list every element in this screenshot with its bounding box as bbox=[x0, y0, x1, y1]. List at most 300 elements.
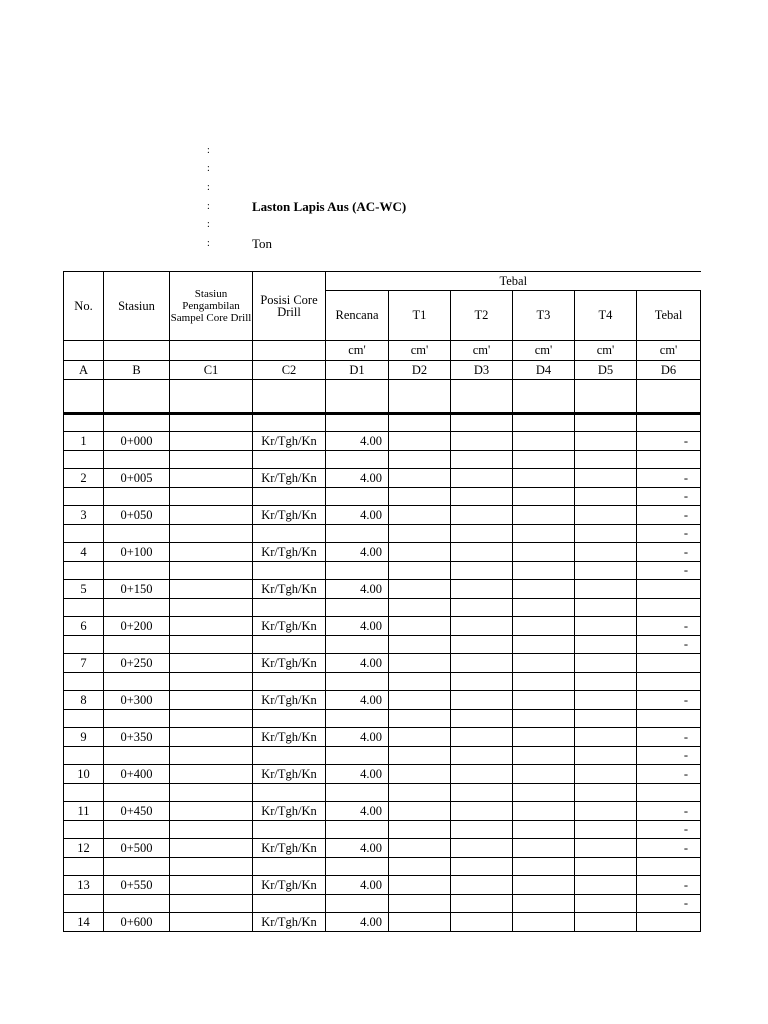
blank-cell bbox=[513, 784, 575, 802]
blank-cell bbox=[513, 747, 575, 765]
cell-tebal bbox=[637, 580, 701, 599]
cell-t2 bbox=[451, 580, 513, 599]
header-t1: T1 bbox=[389, 291, 451, 341]
blank-cell bbox=[451, 414, 513, 432]
code-cell: D2 bbox=[389, 361, 451, 380]
table-subrow bbox=[64, 821, 701, 839]
cell-stasiun: 0+005 bbox=[104, 469, 170, 488]
header-tebal: Tebal bbox=[637, 291, 701, 341]
table-row bbox=[64, 728, 701, 747]
cell-t1 bbox=[389, 839, 451, 858]
blank-cell bbox=[575, 451, 637, 469]
blank-cell bbox=[326, 784, 389, 802]
blank-cell bbox=[253, 380, 326, 414]
cell-t3 bbox=[513, 802, 575, 821]
table-row bbox=[64, 543, 701, 562]
cell-stasiun: 0+300 bbox=[104, 691, 170, 710]
cell-rencana: 4.00 bbox=[326, 469, 389, 488]
cell-rencana: 4.00 bbox=[326, 617, 389, 636]
blank-cell bbox=[326, 599, 389, 617]
blank-cell bbox=[170, 858, 253, 876]
cell-stasiun-sampel bbox=[170, 617, 253, 636]
cell-tebal-sub bbox=[637, 784, 701, 802]
blank-cell bbox=[104, 599, 170, 617]
unit-cell: cm' bbox=[637, 341, 701, 361]
table-row bbox=[64, 617, 701, 636]
cell-rencana: 4.00 bbox=[326, 432, 389, 451]
blank-cell bbox=[575, 710, 637, 728]
cell-t3 bbox=[513, 506, 575, 525]
blank-cell bbox=[104, 821, 170, 839]
blank-cell bbox=[389, 414, 451, 432]
code-cell: C2 bbox=[253, 361, 326, 380]
cell-tebal-sub: - bbox=[637, 747, 701, 765]
cell-t2 bbox=[451, 432, 513, 451]
table-row bbox=[64, 913, 701, 932]
blank-cell bbox=[451, 636, 513, 654]
cell-no: 9 bbox=[64, 728, 104, 747]
cell-t4 bbox=[575, 876, 637, 895]
cell-no: 2 bbox=[64, 469, 104, 488]
blank-cell bbox=[253, 525, 326, 543]
cell-posisi: Kr/Tgh/Kn bbox=[253, 432, 326, 451]
blank-cell bbox=[253, 784, 326, 802]
blank-cell bbox=[326, 525, 389, 543]
blank-cell bbox=[389, 380, 451, 414]
cell-stasiun: 0+550 bbox=[104, 876, 170, 895]
core-drill-table bbox=[63, 271, 701, 932]
cell-stasiun-sampel bbox=[170, 728, 253, 747]
blank-cell bbox=[64, 414, 104, 432]
blank-cell bbox=[451, 710, 513, 728]
colon: : bbox=[207, 238, 210, 249]
blank-cell bbox=[64, 525, 104, 543]
cell-rencana: 4.00 bbox=[326, 654, 389, 673]
cell-t3 bbox=[513, 580, 575, 599]
blank-cell bbox=[575, 747, 637, 765]
table-row bbox=[64, 580, 701, 599]
colon: : bbox=[207, 201, 210, 212]
blank-cell bbox=[104, 562, 170, 580]
unit-cell: cm' bbox=[513, 341, 575, 361]
cell-t3 bbox=[513, 839, 575, 858]
cell-no: 12 bbox=[64, 839, 104, 858]
cell-t3 bbox=[513, 691, 575, 710]
blank-cell bbox=[64, 380, 104, 414]
blank-cell bbox=[326, 821, 389, 839]
blank-cell bbox=[513, 895, 575, 913]
code-cell: D5 bbox=[575, 361, 637, 380]
blank-cell bbox=[575, 673, 637, 691]
cell-tebal: - bbox=[637, 432, 701, 451]
blank-cell bbox=[575, 784, 637, 802]
cell-stasiun: 0+500 bbox=[104, 839, 170, 858]
colon: : bbox=[207, 145, 210, 156]
blank-cell bbox=[389, 451, 451, 469]
header-t2: T2 bbox=[451, 291, 513, 341]
header-posisi: Posisi Core Drill bbox=[253, 272, 326, 341]
blank-cell bbox=[104, 858, 170, 876]
cell-t4 bbox=[575, 728, 637, 747]
blank-cell bbox=[64, 562, 104, 580]
unit-cell bbox=[64, 341, 104, 361]
blank-cell bbox=[326, 858, 389, 876]
blank-cell bbox=[170, 710, 253, 728]
blank-cell bbox=[513, 451, 575, 469]
blank-cell bbox=[389, 562, 451, 580]
table-row bbox=[64, 876, 701, 895]
cell-t2 bbox=[451, 469, 513, 488]
cell-t4 bbox=[575, 506, 637, 525]
cell-rencana: 4.00 bbox=[326, 580, 389, 599]
header-stasiun: Stasiun bbox=[104, 272, 170, 341]
cell-t2 bbox=[451, 543, 513, 562]
table-row bbox=[64, 765, 701, 784]
blank-cell bbox=[104, 488, 170, 506]
cell-t1 bbox=[389, 913, 451, 932]
cell-stasiun-sampel bbox=[170, 802, 253, 821]
table-row bbox=[64, 506, 701, 525]
table-subrow bbox=[64, 673, 701, 691]
blank-cell bbox=[64, 821, 104, 839]
table-subrow bbox=[64, 710, 701, 728]
cell-no: 4 bbox=[64, 543, 104, 562]
code-cell: A bbox=[64, 361, 104, 380]
blank-cell bbox=[389, 895, 451, 913]
cell-stasiun-sampel bbox=[170, 654, 253, 673]
colon: : bbox=[207, 182, 210, 193]
cell-stasiun-sampel bbox=[170, 765, 253, 784]
cell-tebal: - bbox=[637, 691, 701, 710]
cell-t1 bbox=[389, 432, 451, 451]
blank-cell bbox=[104, 525, 170, 543]
cell-rencana: 4.00 bbox=[326, 876, 389, 895]
blank-cell bbox=[253, 488, 326, 506]
blank-cell bbox=[451, 895, 513, 913]
table-row bbox=[64, 469, 701, 488]
cell-t1 bbox=[389, 506, 451, 525]
blank-cell bbox=[575, 488, 637, 506]
cell-stasiun: 0+400 bbox=[104, 765, 170, 784]
blank-cell bbox=[64, 599, 104, 617]
blank-cell bbox=[170, 673, 253, 691]
blank-cell bbox=[170, 414, 253, 432]
blank-cell bbox=[64, 784, 104, 802]
cell-no: 3 bbox=[64, 506, 104, 525]
blank-cell bbox=[170, 599, 253, 617]
unit-cell: cm' bbox=[389, 341, 451, 361]
cell-stasiun: 0+200 bbox=[104, 617, 170, 636]
cell-stasiun-sampel bbox=[170, 691, 253, 710]
cell-t1 bbox=[389, 728, 451, 747]
blank-cell bbox=[326, 710, 389, 728]
colon: : bbox=[207, 219, 210, 230]
blank-cell bbox=[389, 636, 451, 654]
code-cell: B bbox=[104, 361, 170, 380]
header-tebal-group: Tebal bbox=[326, 272, 701, 291]
cell-stasiun-sampel bbox=[170, 839, 253, 858]
blank-cell bbox=[170, 895, 253, 913]
code-cell: C1 bbox=[170, 361, 253, 380]
blank-cell bbox=[64, 895, 104, 913]
blank-cell bbox=[637, 414, 701, 432]
cell-posisi: Kr/Tgh/Kn bbox=[253, 691, 326, 710]
blank-cell bbox=[253, 562, 326, 580]
table-row bbox=[64, 839, 701, 858]
cell-t1 bbox=[389, 765, 451, 784]
blank-cell bbox=[513, 858, 575, 876]
table-row bbox=[64, 691, 701, 710]
cell-rencana: 4.00 bbox=[326, 691, 389, 710]
cell-stasiun: 0+150 bbox=[104, 580, 170, 599]
table-subrow bbox=[64, 858, 701, 876]
cell-stasiun: 0+600 bbox=[104, 913, 170, 932]
cell-rencana: 4.00 bbox=[326, 543, 389, 562]
cell-tebal-sub: - bbox=[637, 636, 701, 654]
cell-tebal-sub bbox=[637, 858, 701, 876]
table-subrow bbox=[64, 599, 701, 617]
blank-cell bbox=[389, 673, 451, 691]
blank-cell bbox=[575, 636, 637, 654]
cell-stasiun: 0+350 bbox=[104, 728, 170, 747]
cell-t2 bbox=[451, 839, 513, 858]
cell-t3 bbox=[513, 728, 575, 747]
blank-cell bbox=[451, 673, 513, 691]
blank-cell bbox=[170, 636, 253, 654]
cell-t1 bbox=[389, 691, 451, 710]
blank-cell bbox=[389, 525, 451, 543]
cell-t3 bbox=[513, 876, 575, 895]
cell-posisi: Kr/Tgh/Kn bbox=[253, 580, 326, 599]
cell-posisi: Kr/Tgh/Kn bbox=[253, 728, 326, 747]
cell-tebal: - bbox=[637, 617, 701, 636]
cell-tebal: - bbox=[637, 765, 701, 784]
cell-rencana: 4.00 bbox=[326, 913, 389, 932]
cell-tebal: - bbox=[637, 728, 701, 747]
cell-stasiun-sampel bbox=[170, 876, 253, 895]
blank-cell bbox=[451, 562, 513, 580]
cell-t3 bbox=[513, 543, 575, 562]
blank-cell bbox=[253, 747, 326, 765]
blank-cell bbox=[170, 747, 253, 765]
table-subrow bbox=[64, 562, 701, 580]
table-subrow bbox=[64, 451, 701, 469]
code-cell: D3 bbox=[451, 361, 513, 380]
cell-t2 bbox=[451, 691, 513, 710]
blank-cell bbox=[253, 451, 326, 469]
blank-cell bbox=[64, 858, 104, 876]
unit-cell: cm' bbox=[451, 341, 513, 361]
cell-no: 6 bbox=[64, 617, 104, 636]
cell-t2 bbox=[451, 506, 513, 525]
blank-cell bbox=[253, 821, 326, 839]
blank-cell bbox=[253, 895, 326, 913]
blank-cell bbox=[170, 562, 253, 580]
cell-posisi: Kr/Tgh/Kn bbox=[253, 506, 326, 525]
cell-tebal bbox=[637, 654, 701, 673]
cell-t1 bbox=[389, 654, 451, 673]
cell-posisi: Kr/Tgh/Kn bbox=[253, 802, 326, 821]
cell-stasiun: 0+050 bbox=[104, 506, 170, 525]
cell-t4 bbox=[575, 580, 637, 599]
blank-cell bbox=[64, 488, 104, 506]
cell-no: 5 bbox=[64, 580, 104, 599]
code-cell: D6 bbox=[637, 361, 701, 380]
cell-rencana: 4.00 bbox=[326, 506, 389, 525]
cell-tebal-sub: - bbox=[637, 895, 701, 913]
cell-no: 13 bbox=[64, 876, 104, 895]
cell-tebal-sub: - bbox=[637, 488, 701, 506]
blank-cell bbox=[451, 747, 513, 765]
blank-cell bbox=[513, 414, 575, 432]
blank-cell bbox=[253, 636, 326, 654]
blank-cell bbox=[451, 821, 513, 839]
cell-t2 bbox=[451, 802, 513, 821]
blank-cell bbox=[326, 562, 389, 580]
cell-t2 bbox=[451, 654, 513, 673]
blank-cell bbox=[575, 562, 637, 580]
cell-stasiun-sampel bbox=[170, 506, 253, 525]
cell-posisi: Kr/Tgh/Kn bbox=[253, 654, 326, 673]
blank-cell bbox=[575, 599, 637, 617]
header-no: No. bbox=[64, 272, 104, 341]
blank-cell bbox=[64, 673, 104, 691]
blank-cell bbox=[389, 747, 451, 765]
blank-cell bbox=[451, 525, 513, 543]
blank-cell bbox=[513, 821, 575, 839]
cell-t2 bbox=[451, 876, 513, 895]
cell-no: 8 bbox=[64, 691, 104, 710]
blank-cell bbox=[326, 488, 389, 506]
blank-cell bbox=[513, 599, 575, 617]
blank-cell bbox=[389, 599, 451, 617]
code-cell: D4 bbox=[513, 361, 575, 380]
cell-tebal-sub: - bbox=[637, 562, 701, 580]
cell-t1 bbox=[389, 469, 451, 488]
cell-no: 7 bbox=[64, 654, 104, 673]
cell-t2 bbox=[451, 765, 513, 784]
cell-no: 1 bbox=[64, 432, 104, 451]
blank-cell bbox=[451, 451, 513, 469]
blank-cell bbox=[389, 710, 451, 728]
header-stasiun-sampel: Stasiun Pengambilan Sampel Core Drill bbox=[170, 272, 253, 341]
unit-cell bbox=[253, 341, 326, 361]
cell-stasiun: 0+100 bbox=[104, 543, 170, 562]
cell-t1 bbox=[389, 617, 451, 636]
blank-cell bbox=[104, 451, 170, 469]
blank-cell bbox=[170, 784, 253, 802]
table-subrow bbox=[64, 636, 701, 654]
cell-t2 bbox=[451, 913, 513, 932]
cell-stasiun: 0+000 bbox=[104, 432, 170, 451]
cell-t4 bbox=[575, 839, 637, 858]
cell-tebal-sub bbox=[637, 673, 701, 691]
blank-cell bbox=[253, 599, 326, 617]
cell-t3 bbox=[513, 617, 575, 636]
blank-cell bbox=[451, 599, 513, 617]
cell-t4 bbox=[575, 802, 637, 821]
blank-cell bbox=[104, 380, 170, 414]
blank-cell bbox=[575, 414, 637, 432]
cell-t4 bbox=[575, 432, 637, 451]
blank-cell bbox=[326, 451, 389, 469]
blank-cell bbox=[575, 895, 637, 913]
cell-t4 bbox=[575, 617, 637, 636]
cell-t1 bbox=[389, 580, 451, 599]
blank-cell bbox=[513, 673, 575, 691]
blank-cell bbox=[451, 858, 513, 876]
blank-cell bbox=[389, 784, 451, 802]
blank-cell bbox=[575, 525, 637, 543]
header-t3: T3 bbox=[513, 291, 575, 341]
cell-t3 bbox=[513, 913, 575, 932]
cell-t1 bbox=[389, 802, 451, 821]
blank-cell bbox=[64, 636, 104, 654]
cell-tebal: - bbox=[637, 802, 701, 821]
blank-cell bbox=[170, 821, 253, 839]
blank-cell bbox=[451, 784, 513, 802]
cell-t2 bbox=[451, 617, 513, 636]
blank-cell bbox=[253, 673, 326, 691]
cell-posisi: Kr/Tgh/Kn bbox=[253, 765, 326, 784]
blank-cell bbox=[326, 747, 389, 765]
cell-tebal-sub bbox=[637, 710, 701, 728]
cell-stasiun: 0+250 bbox=[104, 654, 170, 673]
unit-cell bbox=[170, 341, 253, 361]
table-row bbox=[64, 802, 701, 821]
cell-t4 bbox=[575, 543, 637, 562]
blank-cell bbox=[170, 488, 253, 506]
table-subrow bbox=[64, 895, 701, 913]
cell-tebal bbox=[637, 913, 701, 932]
cell-tebal: - bbox=[637, 506, 701, 525]
cell-stasiun-sampel bbox=[170, 913, 253, 932]
blank-cell bbox=[326, 414, 389, 432]
cell-posisi: Kr/Tgh/Kn bbox=[253, 617, 326, 636]
blank-cell bbox=[451, 488, 513, 506]
cell-rencana: 4.00 bbox=[326, 765, 389, 784]
table-subrow bbox=[64, 747, 701, 765]
blank-cell bbox=[326, 673, 389, 691]
cell-t3 bbox=[513, 432, 575, 451]
cell-tebal: - bbox=[637, 469, 701, 488]
colon: : bbox=[207, 163, 210, 174]
blank-cell bbox=[253, 710, 326, 728]
cell-t3 bbox=[513, 654, 575, 673]
table-subrow bbox=[64, 488, 701, 506]
blank-cell bbox=[104, 895, 170, 913]
blank-cell bbox=[513, 636, 575, 654]
blank-cell bbox=[170, 380, 253, 414]
cell-rencana: 4.00 bbox=[326, 839, 389, 858]
blank-cell bbox=[389, 821, 451, 839]
cell-tebal: - bbox=[637, 876, 701, 895]
cell-tebal-sub: - bbox=[637, 525, 701, 543]
table-subrow bbox=[64, 784, 701, 802]
blank-cell bbox=[451, 380, 513, 414]
blank-cell bbox=[104, 710, 170, 728]
unit-cell bbox=[104, 341, 170, 361]
cell-posisi: Kr/Tgh/Kn bbox=[253, 913, 326, 932]
blank-cell bbox=[513, 525, 575, 543]
cell-tebal: - bbox=[637, 543, 701, 562]
cell-no: 14 bbox=[64, 913, 104, 932]
code-cell: D1 bbox=[326, 361, 389, 380]
cell-posisi: Kr/Tgh/Kn bbox=[253, 839, 326, 858]
subject-value: Laston Lapis Aus (AC-WC) bbox=[252, 199, 407, 214]
cell-tebal-sub: - bbox=[637, 821, 701, 839]
cell-t4 bbox=[575, 654, 637, 673]
